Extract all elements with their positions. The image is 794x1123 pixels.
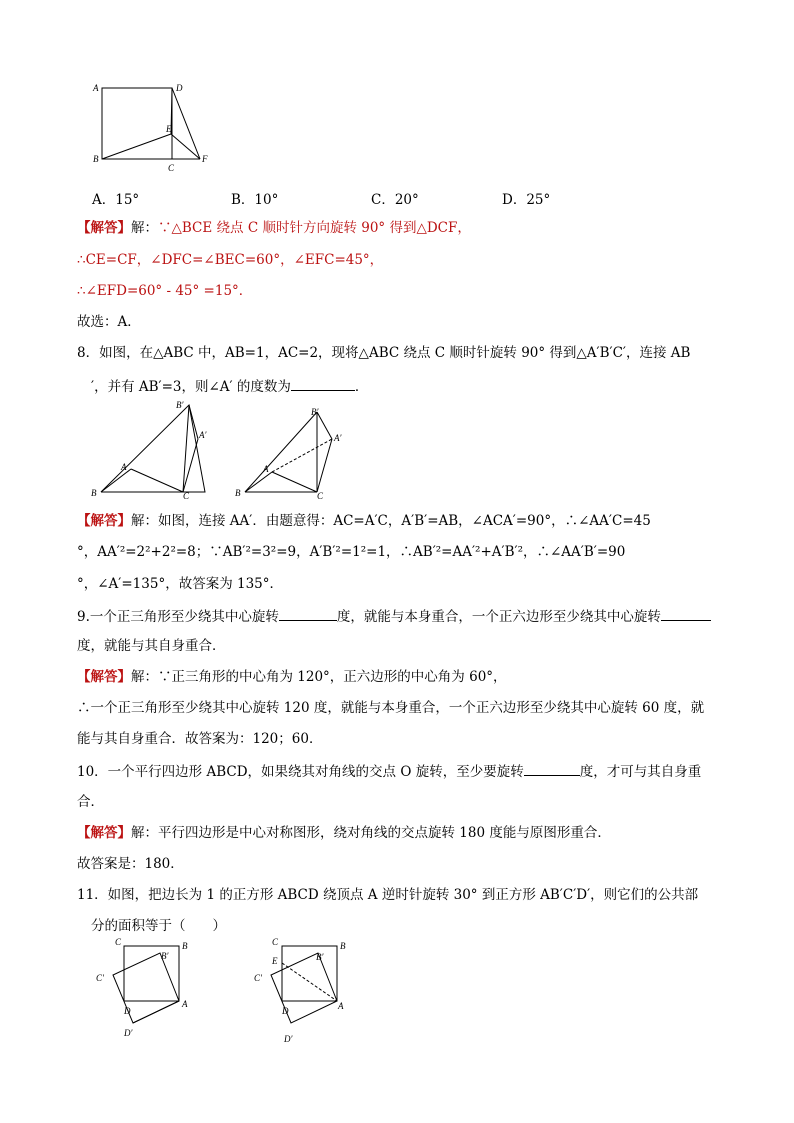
label-a: A xyxy=(93,83,99,93)
q10-solution-line2: 故答案是：180． xyxy=(77,856,184,872)
option-c: C．20° xyxy=(371,192,419,208)
answer-blank-2 xyxy=(661,606,711,621)
q9-solution-line2: ∴一个正三角形至少绕其中心旋转 120 度，就能与本身重合，一个正六边形至少绕其中心旋转 60 度，就 xyxy=(77,700,705,716)
q7-solution-line3: ∴∠EFD=60° - 45° =15°． xyxy=(77,283,253,299)
svg-text:D′: D′ xyxy=(284,1034,293,1044)
q9-question-line2: 度，就能与其自身重合． xyxy=(77,638,226,654)
svg-text:B: B xyxy=(340,941,346,951)
svg-text:D′: D′ xyxy=(124,1028,133,1038)
q10-solution-line1: 【解答】解：平行四边形是中心对称图形，绕对角线的交点旋转 180 度能与原图形重合． xyxy=(77,825,611,841)
svg-text:C′: C′ xyxy=(96,973,104,983)
q8-question-line2: ′，并有 AB′=3，则∠A′ 的度数为 ． xyxy=(91,376,368,396)
label-b: B xyxy=(93,154,99,164)
svg-text:A: A xyxy=(121,462,127,472)
svg-text:B′: B′ xyxy=(176,400,184,410)
svg-text:A: A xyxy=(263,464,269,474)
svg-text:D: D xyxy=(282,1006,289,1016)
svg-text:A: A xyxy=(182,999,188,1009)
q11-question-line1: 11．如图，把边长为 1 的正方形 ABCD 绕顶点 A 逆时针旋转 30° 到正方形 AB′C′D′，则它们的公共部 xyxy=(77,887,699,903)
q8-figures xyxy=(85,395,365,505)
option-a: A．15° xyxy=(92,192,140,208)
q8-solution-line1: 【解答】解：如图，连接 AA′．由题意得：AC=A′C，A′B′=AB，∠ACA′=90°，∴∠AA′C=45 xyxy=(77,513,651,529)
svg-text:C: C xyxy=(115,937,122,947)
svg-text:B′: B′ xyxy=(161,951,169,961)
figure-square-rotation xyxy=(88,78,218,178)
answer-blank xyxy=(524,761,580,776)
svg-text:A′: A′ xyxy=(199,430,207,440)
q7-solution-line4: 故选：A． xyxy=(77,314,141,330)
svg-text:B′: B′ xyxy=(316,952,324,962)
q11-figures xyxy=(88,935,368,1050)
label-c: C xyxy=(168,163,175,173)
q8-question-line1: 8．如图，在△ABC 中，AB=1，AC=2，现将△ABC 绕点 C 顺时针旋转 90° 得到△A′B′C′，连接 AB xyxy=(77,345,691,361)
label-d: D xyxy=(176,83,183,93)
q9-solution-line3: 能与其自身重合．故答案为：120；60． xyxy=(77,731,323,747)
q7-solution-line1: 【解答】解：∵△BCE 绕点 C 顺时针方向旋转 90° 得到△DCF， xyxy=(77,220,471,236)
q11-question-line2: 分的面积等于（ ） xyxy=(91,918,226,934)
answer-blank-1 xyxy=(279,606,337,621)
svg-text:B: B xyxy=(235,488,241,498)
q9-solution-line1: 【解答】解：∵正三角形的中心角为 120°，正六边形的中心角为 60°， xyxy=(77,669,507,685)
q10-question-line1: 10．一个平行四边形 ABCD，如果绕其对角线的交点 O 旋转，至少要旋转 度，才可与其自身重 xyxy=(77,761,701,781)
svg-text:B: B xyxy=(91,488,97,498)
svg-text:C: C xyxy=(317,491,324,501)
option-d: D．25° xyxy=(502,192,551,208)
q7-solution-line2: ∴CE=CF，∠DFC=∠BEC=60°，∠EFC=45°， xyxy=(77,252,384,268)
answer-blank xyxy=(291,376,355,391)
option-b: B．10° xyxy=(231,192,279,208)
svg-text:B′: B′ xyxy=(311,407,319,417)
svg-text:A: A xyxy=(338,1001,344,1011)
label-f: F xyxy=(202,154,208,164)
q8-solution-line3: °，∠A′=135°，故答案为 135°． xyxy=(77,576,284,592)
svg-text:C′: C′ xyxy=(254,973,262,983)
svg-text:C: C xyxy=(183,491,190,501)
q10-question-line2: 合． xyxy=(77,794,104,810)
q9-question-line1: 9.一个正三角形至少绕其中心旋转 度，就能与本身重合，一个正六边形至少绕其中心旋转 xyxy=(77,606,711,626)
answer-tag: 【解答】 xyxy=(77,220,131,236)
q8-solution-line2: °，AA′²=2²+2²=8；∵AB′²=3²=9，A′B′²=1²=1，∴AB′²=AA′²+A′B′²，∴∠AA′B′=90 xyxy=(77,544,626,560)
svg-text:B: B xyxy=(182,941,188,951)
svg-text:C: C xyxy=(272,937,279,947)
label-e: E xyxy=(166,124,172,134)
svg-text:A′: A′ xyxy=(334,433,342,443)
svg-text:D: D xyxy=(124,1006,131,1016)
svg-text:E: E xyxy=(272,956,278,966)
